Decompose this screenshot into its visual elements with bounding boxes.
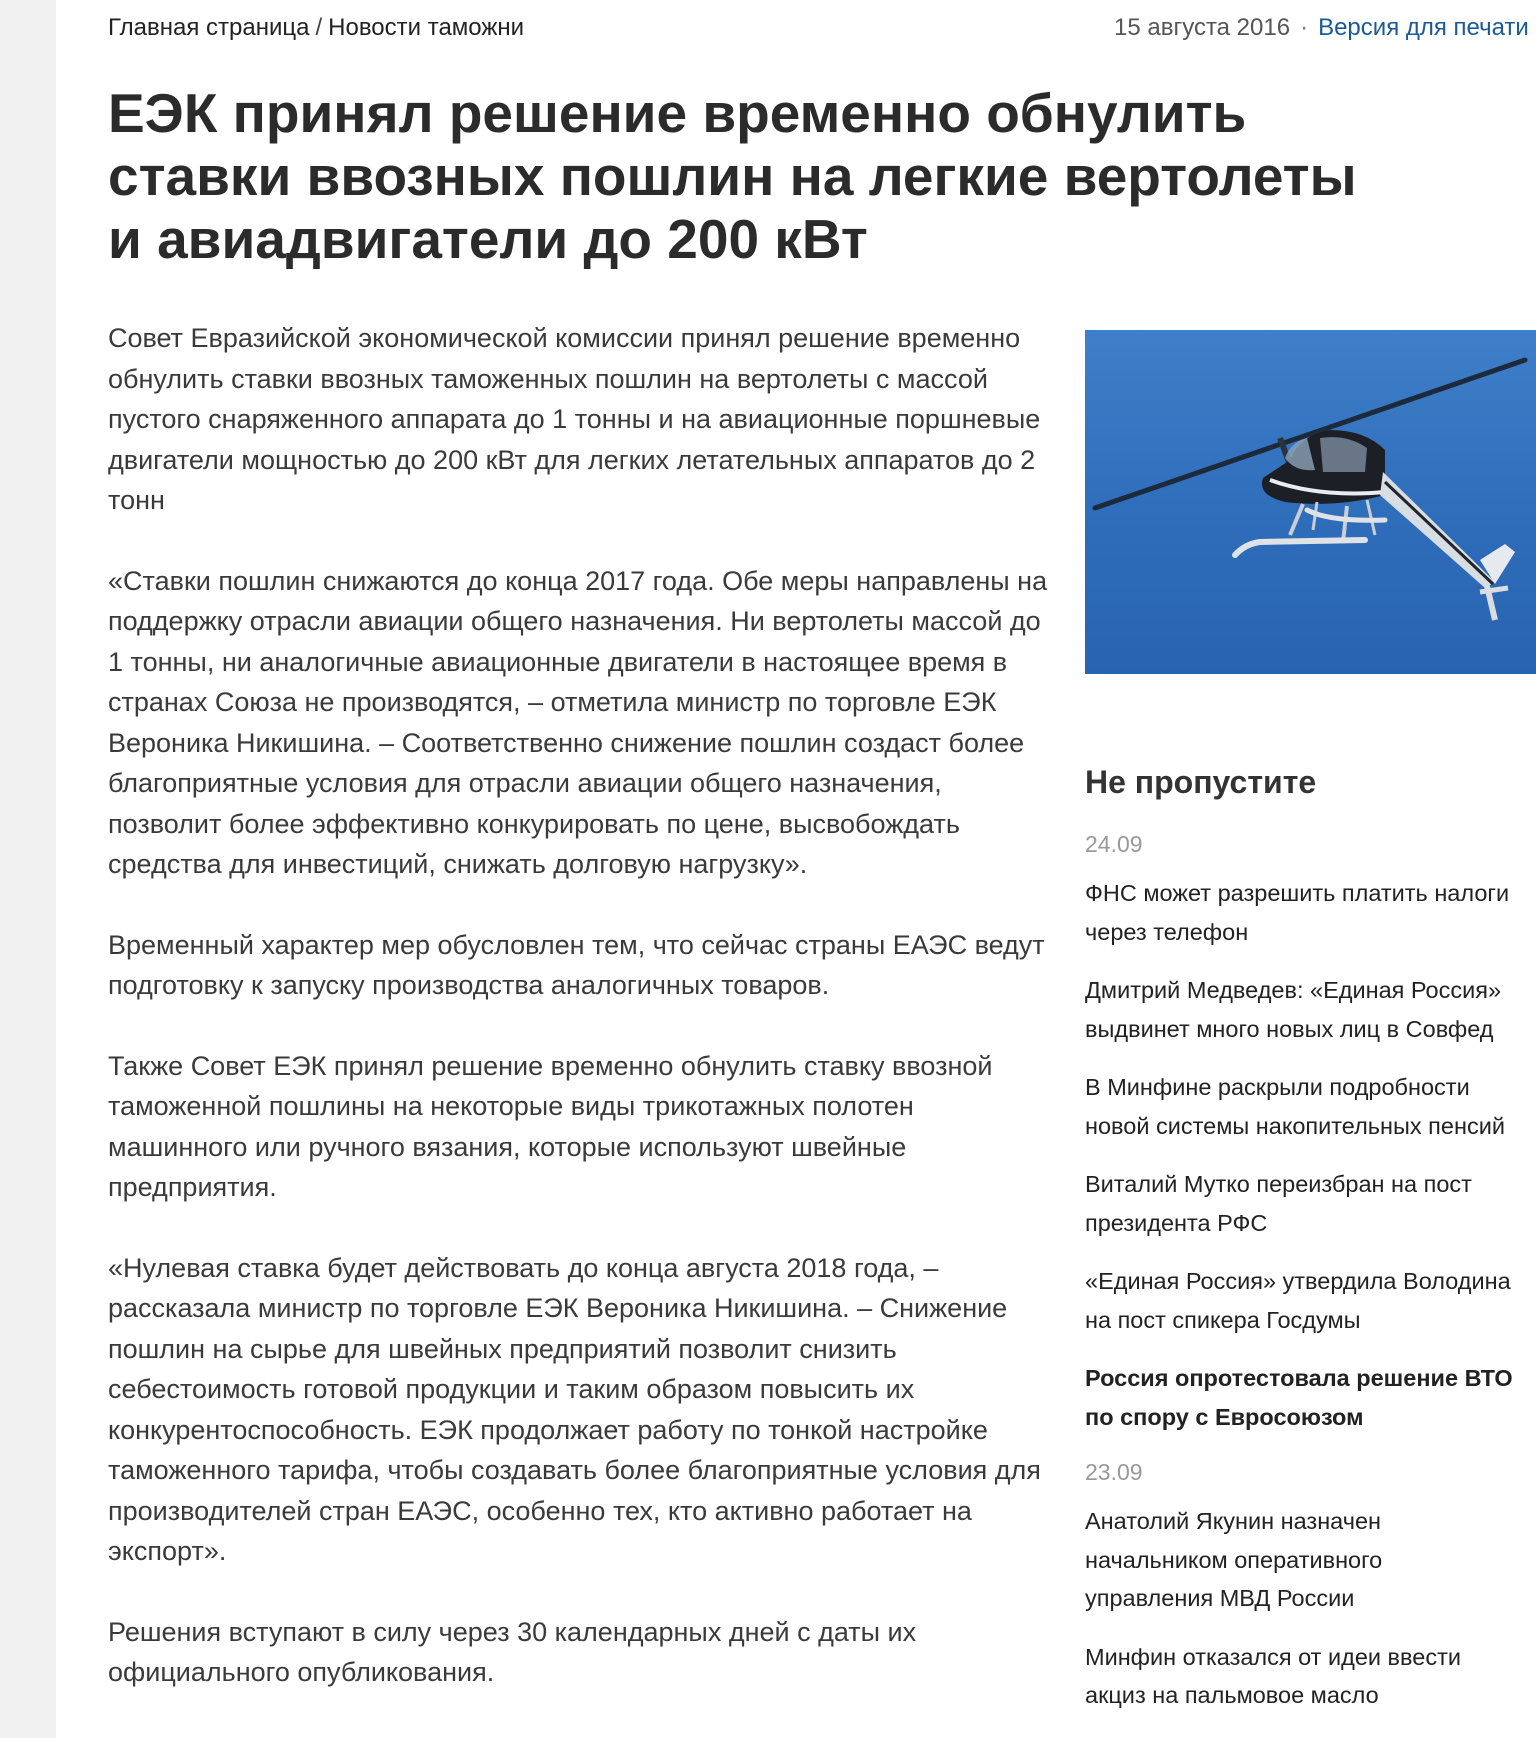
- news-line: Виталий Мутко переизбран на пост: [1085, 1171, 1472, 1197]
- news-item[interactable]: [1085, 874, 1536, 951]
- helicopter-icon: [1085, 330, 1536, 674]
- dont-miss-heading: Не пропустите: [1085, 764, 1317, 800]
- news-line: через телефон: [1085, 918, 1249, 945]
- article-paragraph: Решения вступают в силу через 30 календарных дней с даты их официального опубликования.: [108, 1616, 917, 1687]
- news-date: 23.09: [1085, 1459, 1143, 1485]
- news-line: В Минфине раскрыли подробности: [1085, 1074, 1470, 1100]
- news-link[interactable]: [1085, 880, 1509, 945]
- article-paragraph: «Ставки пошлин снижаются до конца 2017 года. Обе меры направлены на поддержку отрасли авиации общего назначения. Ни вертолеты массой до 1 тонны, ни аналогичные авиационные двигатели в настоящее время в странах Союза не производятся, – отметила министр по торговле ЕЭК Вероника Никишина. – Соответственно снижение пошлин создаст более благоприятные условия для отрасли авиации общего назначения, позволит более эффективно конкурировать по цене, высвобождать средства для инвестиций, снижать долговую нагрузку».: [108, 565, 1048, 879]
- news-line: новой системы накопительных пенсий: [1085, 1112, 1505, 1139]
- article-meta: [1114, 12, 1529, 44]
- news-item-featured[interactable]: [1085, 1359, 1536, 1436]
- news-line: акциз на пальмовое масло: [1085, 1682, 1379, 1708]
- news-item[interactable]: [1085, 1165, 1536, 1242]
- title-line: ЕЭК принял решение временно обнулить: [108, 82, 1247, 144]
- news-line: Минфин отказался от идеи ввести: [1085, 1643, 1461, 1670]
- meta-dot: ·: [1300, 14, 1309, 41]
- news-line: ФНС может разрешить платить налоги: [1085, 880, 1510, 906]
- news-line: Анатолий Якунин назначен: [1085, 1508, 1382, 1534]
- news-line: президента РФС: [1085, 1209, 1268, 1236]
- article-paragraph: Временный характер мер обусловлен тем, что сейчас страны ЕАЭС ведут подготовку к запуску производства аналогичных товаров.: [108, 929, 1045, 1000]
- breadcrumb-separator: /: [315, 14, 323, 41]
- news-link[interactable]: [1085, 1508, 1382, 1611]
- publish-date: 15 августа 2016: [1114, 14, 1291, 41]
- print-version-link[interactable]: Версия для печати: [1318, 14, 1529, 41]
- news-item[interactable]: [1085, 971, 1536, 1048]
- page: [108, 0, 1536, 1738]
- news-link[interactable]: [1085, 1644, 1461, 1709]
- news-link[interactable]: [1085, 1365, 1513, 1430]
- news-date: 24.09: [1085, 831, 1143, 857]
- news-link[interactable]: [1085, 1074, 1505, 1139]
- sidebar: [1085, 330, 1536, 1735]
- news-line: «Единая Россия» утвердила Володина: [1085, 1268, 1511, 1294]
- breadcrumb-home-link[interactable]: Главная страница: [108, 14, 310, 41]
- article-title: [108, 82, 1508, 271]
- news-line: выдвинет много новых лиц в Совфед: [1085, 1015, 1494, 1042]
- helicopter-photo: [1085, 330, 1536, 674]
- news-line: Дмитрий Медведев: «Единая Россия»: [1085, 977, 1502, 1003]
- article-body: [108, 318, 1048, 1733]
- article-paragraph: Совет Евразийской экономической комиссии принял решение временно обнулить ставки ввозных таможенных пошлин на вертолеты с массой пустого снаряженного аппарата до 1 тонны и на авиационные поршневые двигатели мощностью до 200 кВт для легких летательных аппаратов до 2 тонн: [108, 323, 1041, 515]
- title-line: ставки ввозных пошлин на легкие вертолеты: [108, 145, 1357, 207]
- news-link[interactable]: [1085, 977, 1501, 1042]
- news-line: на пост спикера Госдумы: [1085, 1306, 1361, 1333]
- news-item[interactable]: [1085, 1502, 1536, 1618]
- left-gutter: [0, 0, 56, 1738]
- news-item[interactable]: [1085, 1638, 1536, 1715]
- breadcrumb: [108, 12, 524, 44]
- news-line: Россия опротестовала решение ВТО: [1085, 1365, 1513, 1391]
- article-paragraph: «Нулевая ставка будет действовать до конца августа 2018 года, – рассказала министр по торговле ЕЭК Вероника Никишина. – Снижение пошлин на сырье для швейных предприятий позволит снизить себестоимость готовой продукции и таким образом повысить их конкурентоспособность. ЕЭК продолжает работу по тонкой настройке таможенного тарифа, чтобы создавать более благоприятные условия для производителей стран ЕАЭС, особенно тех, кто активно работает на экспорт».: [108, 1252, 1041, 1566]
- breadcrumb-section-link[interactable]: Новости таможни: [328, 14, 525, 41]
- news-link[interactable]: [1085, 1268, 1511, 1333]
- news-link[interactable]: [1085, 1171, 1472, 1236]
- news-line: начальником оперативного: [1085, 1546, 1383, 1573]
- top-bar: [108, 12, 1536, 48]
- news-line: по спору с Евросоюзом: [1085, 1403, 1364, 1430]
- news-item[interactable]: [1085, 1068, 1536, 1145]
- article-paragraph: Также Совет ЕЭК принял решение временно обнулить ставку ввозной таможенной пошлины на некоторые виды трикотажных полотен машинного или ручного вязания, которые используют швейные предприятия.: [108, 1050, 993, 1202]
- news-item[interactable]: [1085, 1262, 1536, 1339]
- news-line: управления МВД России: [1085, 1585, 1355, 1611]
- title-line: и авиадвигатели до 200 кВт: [108, 208, 868, 270]
